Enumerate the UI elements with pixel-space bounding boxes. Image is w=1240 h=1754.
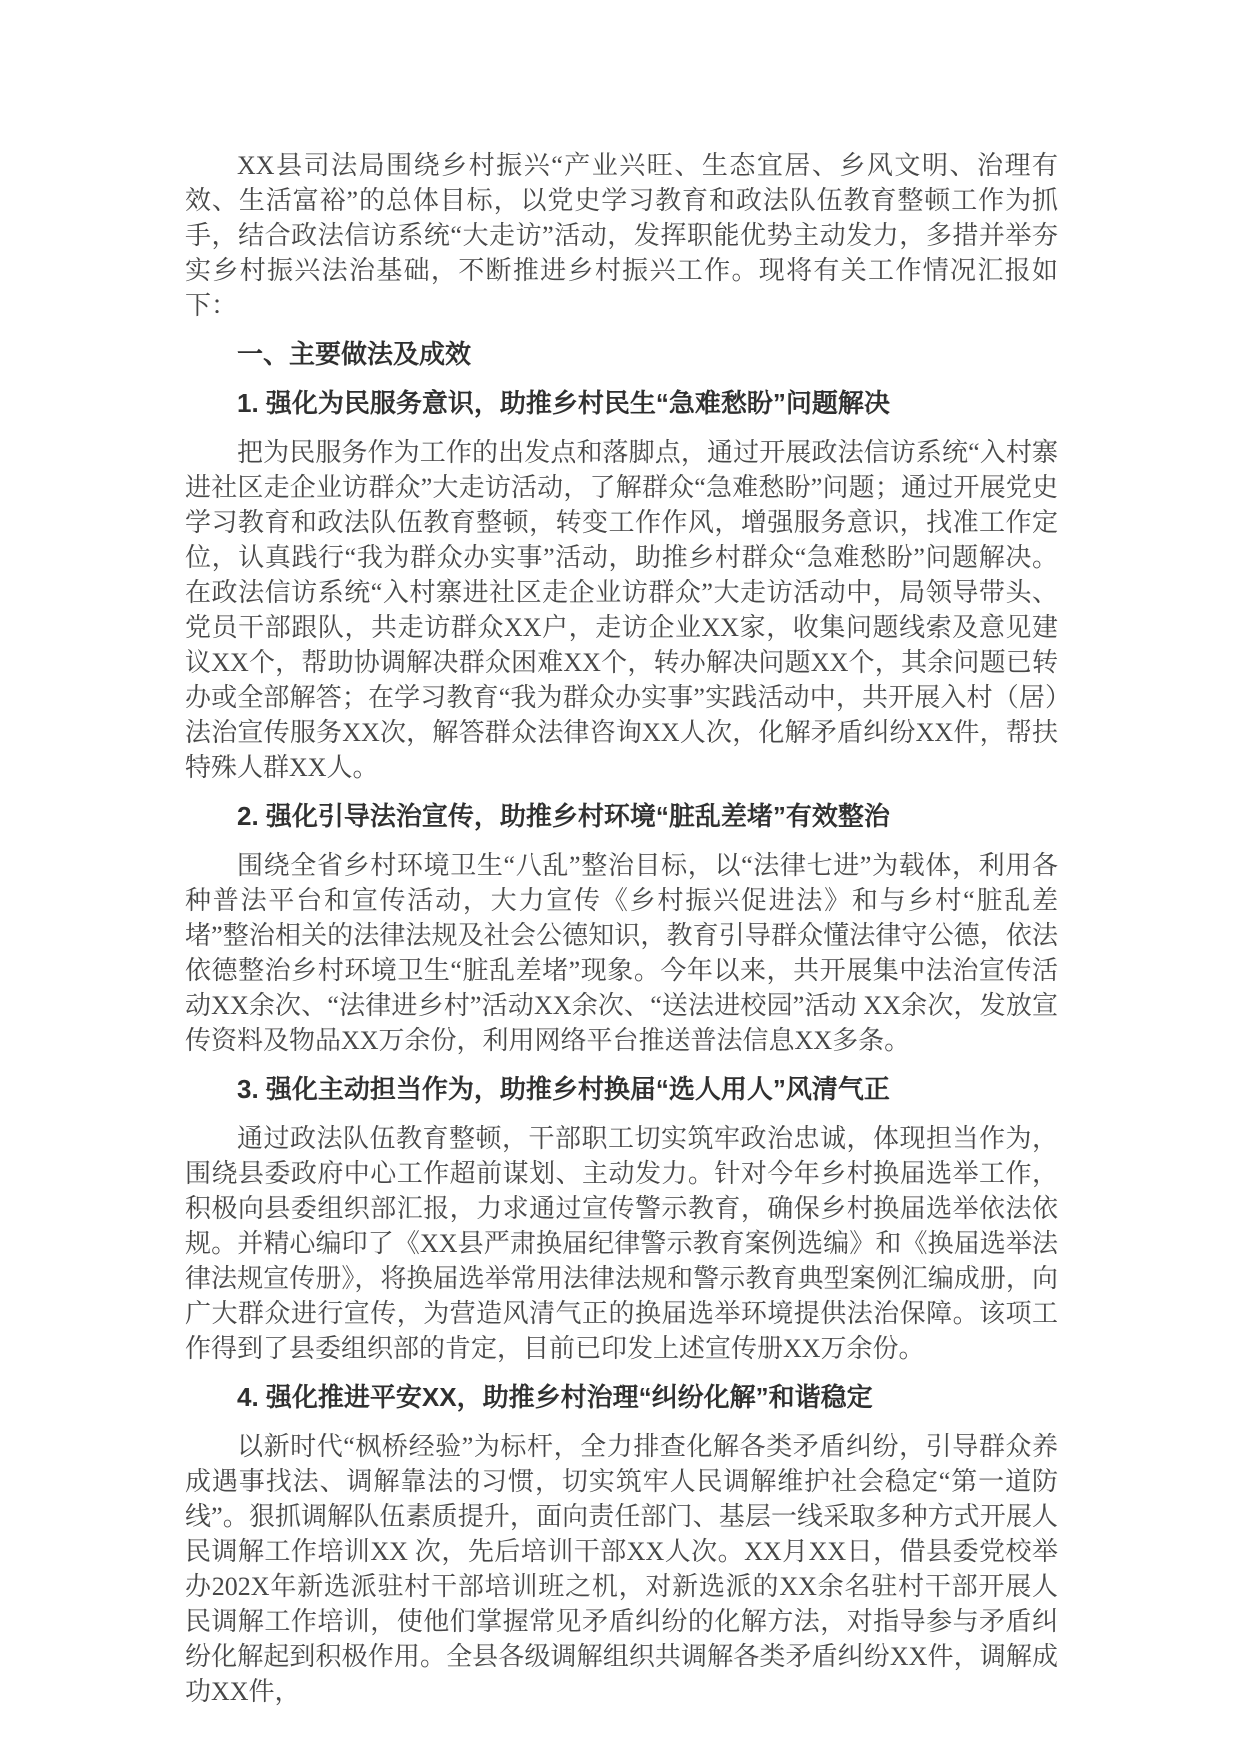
main-section-heading: 一、主要做法及成效 — [237, 339, 472, 369]
subsection-4-paragraph: 以新时代“枫桥经验”为标杆，全力排查化解各类矛盾纠纷，引导群众养成遇事找法、调解靠法的习惯，切实筑牢人民调解维护社会稳定“第一道防线”。狠抓调解队伍素质提升，面向责任部门、基层一线采取多种方式开展人民调解工作培训XX 次，先后培训干部XX人次。XX月XX日，借县委党校举办202X年新选派驻村干部培训班之机，对新选派的XX余名驻村干部开展人民调解工作培训，使他们掌握常见矛盾纠纷的化解方法，对指导参与矛盾纠纷化解起到积极作用。全县各级调解组织共调解各类矛盾纠纷XX件，调解成功XX件， — [185, 1432, 1058, 1706]
subsection-1-paragraph: 把为民服务作为工作的出发点和落脚点，通过开展政法信访系统“入村寨进社区走企业访群众”大走访活动，了解群众“急难愁盼”问题；通过开展党史学习教育和政法队伍教育整顿，转变工作作风，增强服务意识，找准工作定位，认真践行“我为群众办实事”活动，助推乡村群众“急难愁盼”问题解决。在政法信访系统“入村寨进社区走企业访群众”大走访活动中，局领导带头、党员干部跟队，共走访群众XX户，走访企业XX家，收集问题线索及意见建议XX个，帮助协调解决群众困难XX个，转办解决问题XX个，其余问题已转办或全部解答；在学习教育“我为群众办实事”实践活动中，共开展入村（居）法治宣传服务XX次，解答群众法律咨询XX人次，化解矛盾纠纷XX件，帮扶特殊人群XX人。 — [185, 438, 1058, 782]
subsection-4-heading: 4. 强化推进平安XX，助推乡村治理“纠纷化解”和谐稳定 — [237, 1382, 873, 1412]
subsection-1-heading: 1. 强化为民服务意识，助推乡村民生“急难愁盼”问题解决 — [237, 388, 890, 418]
intro-paragraph: XX县司法局围绕乡村振兴“产业兴旺、生态宜居、乡风文明、治理有效、生活富裕”的总体目标，以党史学习教育和政法队伍教育整顿工作为抓手，结合政法信访系统“大走访”活动，发挥职能优势主动发力，多措并举夯实乡村振兴法治基础，不断推进乡村振兴工作。现将有关工作情况汇报如下： — [185, 151, 1058, 320]
subsection-3-heading: 3. 强化主动担当作为，助推乡村换届“选人用人”风清气正 — [237, 1074, 890, 1104]
document-body — [185, 148, 1058, 1709]
subsection-3-paragraph: 通过政法队伍教育整顿，干部职工切实筑牢政治忠诚，体现担当作为，围绕县委政府中心工作超前谋划、主动发力。针对今年乡村换届选举工作，积极向县委组织部汇报，力求通过宣传警示教育，确保乡村换届选举依法依规。并精心编印了《XX县严肃换届纪律警示教育案例选编》和《换届选举法律法规宣传册》，将换届选举常用法律法规和警示教育典型案例汇编成册，向广大群众进行宣传，为营造风清气正的换届选举环境提供法治保障。该项工作得到了县委组织部的肯定，目前已印发上述宣传册XX万余份。 — [185, 1124, 1058, 1363]
subsection-2-paragraph: 围绕全省乡村环境卫生“八乱”整治目标，以“法律七进”为载体，利用各种普法平台和宣传活动，大力宣传《乡村振兴促进法》和与乡村“脏乱差堵”整治相关的法律法规及社会公德知识，教育引导群众懂法律守公德，依法依德整治乡村环境卫生“脏乱差堵”现象。今年以来，共开展集中法治宣传活动XX余次、“法律进乡村”活动XX余次、“送法进校园”活动 XX余次，发放宣传资料及物品XX万余份，利用网络平台推送普法信息XX多条。 — [185, 851, 1058, 1055]
subsection-2-heading: 2. 强化引导法治宣传，助推乡村环境“脏乱差堵”有效整治 — [237, 801, 890, 831]
